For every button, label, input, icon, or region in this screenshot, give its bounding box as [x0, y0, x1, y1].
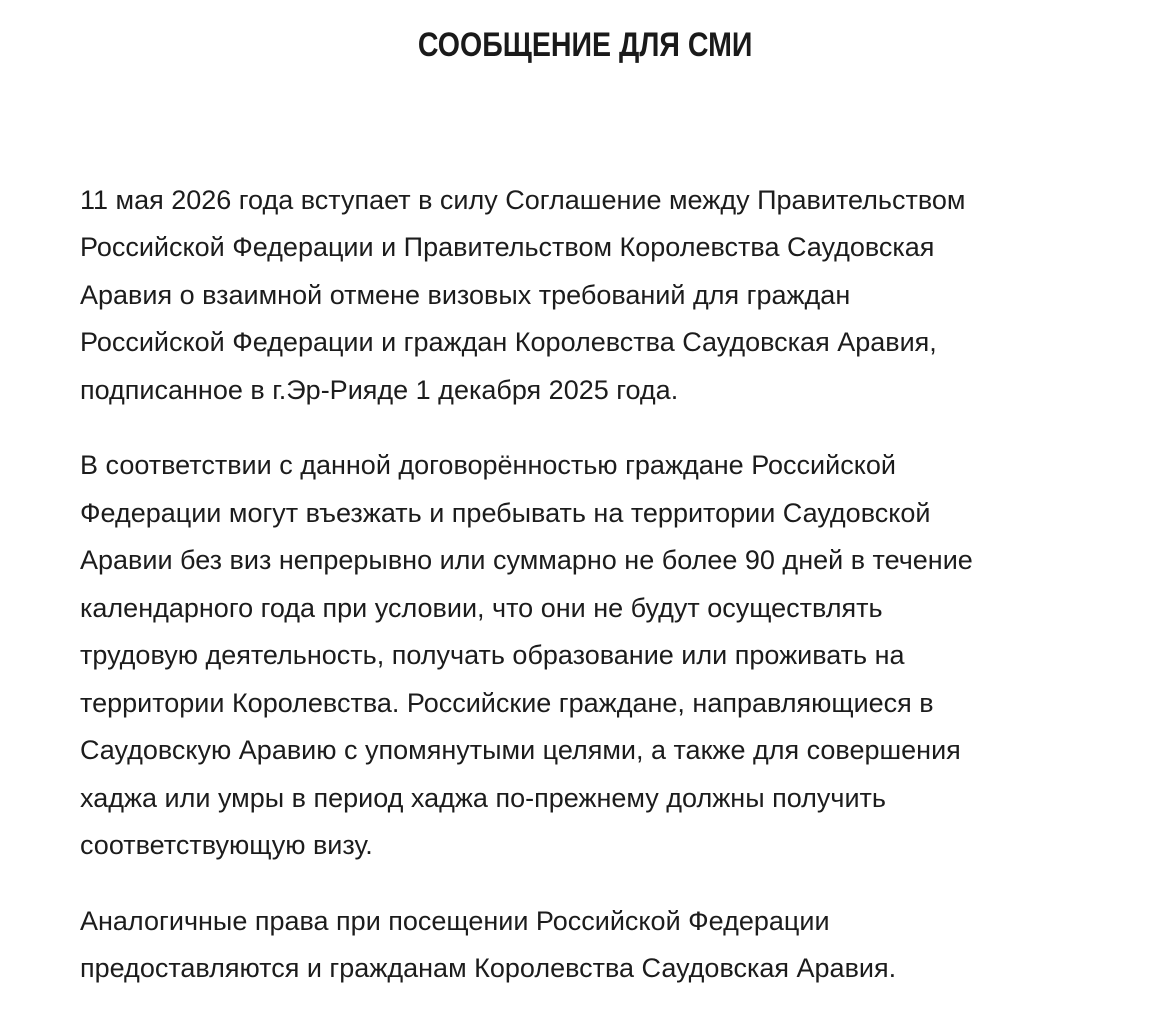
text-line: подписанное в г.Эр-Рияде 1 декабря 2025 года. [80, 374, 679, 405]
text-line: предоставляются и гражданам Королевства Саудовская Аравия. [80, 953, 897, 983]
text-line: территории Королевства. Российские граждане, направляющиеся в [80, 687, 934, 718]
text-line: календарного года при условии, что они не будут осуществлять [80, 592, 883, 623]
document-title [0, 24, 1170, 67]
paragraph-visa-conditions [80, 442, 1088, 870]
text-line: 11 мая 2026 года вступает в силу Соглашение между Правительством [80, 184, 966, 215]
text-line: Аравия о взаимной отмене визовых требований для граждан [80, 279, 851, 310]
paragraph-reciprocal-rights [80, 898, 1088, 993]
text-line: хаджа или умры в период хаджа по-прежнему должны получить [80, 782, 886, 813]
text-line: Аналогичные права при посещении Российской Федерации [80, 905, 830, 936]
text-line: Саудовскую Аравию с упомянутыми целями, а также для совершения [80, 735, 961, 765]
text-line: Российской Федерации и граждан Королевства Саудовская Аравия, [80, 327, 937, 357]
text-line: Российской Федерации и Правительством Королевства Саудовская [80, 232, 935, 262]
text-line: Аравии без виз непрерывно или суммарно не более 90 дней в течение [80, 545, 973, 575]
text-line: трудовую деятельность, получать образование или проживать на [80, 640, 905, 670]
text-line: Федерации могут въезжать и пребывать на территории Саудовской [80, 497, 931, 528]
text-line: соответствующую визу. [80, 830, 373, 860]
document-title-text: СООБЩЕНИЕ ДЛЯ СМИ [417, 26, 753, 64]
paragraph-agreement-intro [80, 177, 1088, 415]
text-line: В соответствии с данной договорённостью граждане Российской [80, 450, 896, 480]
document-body [0, 177, 1170, 993]
